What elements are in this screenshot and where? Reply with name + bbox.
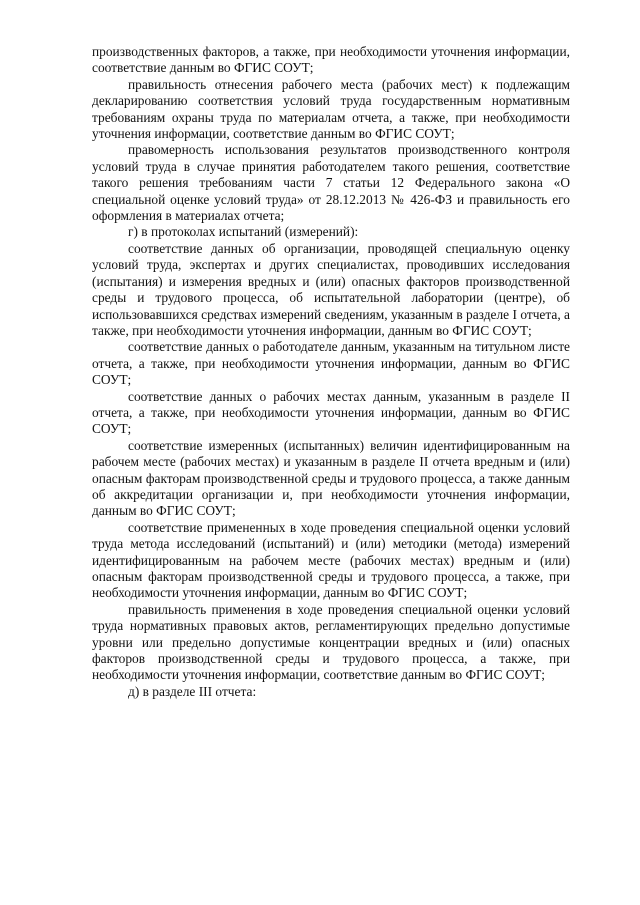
paragraph-organization-data: соответствие данных об организации, проводящей специальную оценку условий труда, экспертах и других специалистах, проводивших исследования (испытания) и измерения вредных и (или) опасных факторов производственной среды и трудового процесса, об испытательной лаборатории (центре), об использовавшихся средствах измерений сведениям, указанным в разделе I отчета, а также, при необходимости уточнения информации, данным во ФГИС СОУТ; xyxy=(92,240,570,338)
paragraph-workplace-declaration: правильность отнесения рабочего места (рабочих мест) к подлежащим декларированию соответствия условий труда государственным нормативным требованиям охраны труда по материалам отчета, а также, при необходимости уточнения информации, соответствие данным во ФГИС СОУТ; xyxy=(92,76,570,142)
paragraph-continuation: производственных факторов, а также, при необходимости уточнения информации, соответствие данным во ФГИС СОУТ; xyxy=(92,44,570,76)
paragraph-production-control: правомерность использования результатов производственного контроля условий труда в случае принятия работодателем такого решения, соответствие такого решения требованиям части 7 статьи 12 Федерального закона «О специальной оценке условий труда» от 28.12.2013 № 426-ФЗ и правильность его оформления в материалах отчета; xyxy=(92,142,570,224)
paragraph-item-d: д) в разделе III отчета: xyxy=(128,683,257,699)
paragraph-workplace-data: соответствие данных о рабочих местах данным, указанным в разделе II отчета, а также, при необходимости уточнения информации, данным во ФГИС СОУТ; xyxy=(92,388,570,437)
document-body xyxy=(92,44,570,700)
paragraph-item-g: г) в протоколах испытаний (измерений): xyxy=(128,224,359,240)
paragraph-methods: соответствие примененных в ходе проведения специальной оценки условий труда метода исследований (испытаний) и (или) методики (метода) измерений идентифицированным на рабочем месте (рабочих местах) вредным и (или) опасным факторам производственной среды и трудового процесса, а также, при необходимости уточнения информации, данным во ФГИС СОУТ; xyxy=(92,519,570,601)
paragraph-normative-acts: правильность применения в ходе проведения специальной оценки условий труда нормативных правовых актов, регламентирующих предельно допустимые уровни или предельно допустимые концентрации вредных и (или) опасных факторов производственной среды и трудового процесса, а также, при необходимости уточнения информации, соответствие данным во ФГИС СОУТ; xyxy=(92,601,570,683)
paragraph-measured-values: соответствие измеренных (испытанных) величин идентифицированным на рабочем месте (рабочих местах) и указанным в разделе II отчета вредным и (или) опасным факторам производственной среды и трудового процесса, а также данным об аккредитации организации и, при необходимости уточнения информации, данным во ФГИС СОУТ; xyxy=(92,437,570,519)
paragraph-employer-data: соответствие данных о работодателе данным, указанным на титульном листе отчета, а также, при необходимости уточнения информации, данным во ФГИС СОУТ; xyxy=(92,339,570,388)
